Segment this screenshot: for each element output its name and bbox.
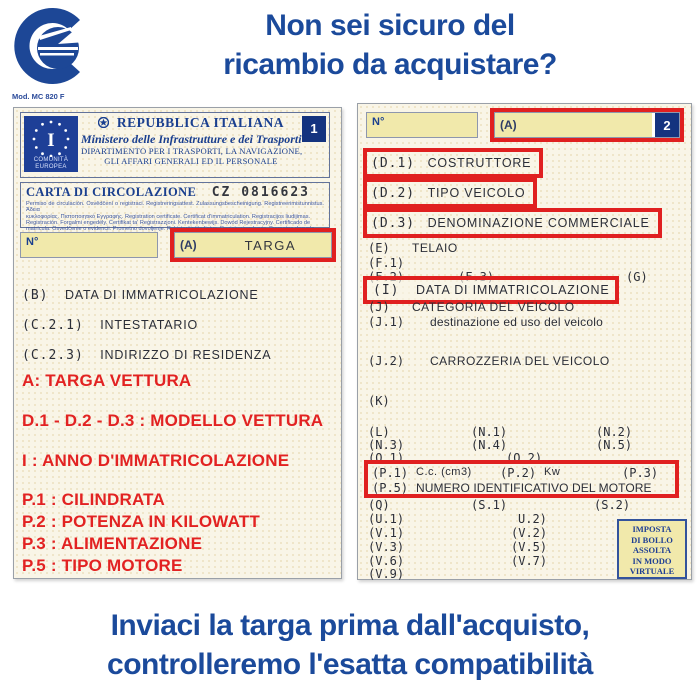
field-row-q-s1-s2 [368,498,683,512]
field-v9-code: (V.9) [368,567,405,581]
page-number-badge-2: 2 [652,113,679,137]
field-b-label: DATA DI IMMATRICOLAZIONE [64,288,259,302]
eu-caption-line2: EUROPEA [35,163,67,170]
field-e-label: TELAIO [412,241,458,255]
annotation-modello: D.1 - D.2 - D.3 : MODELLO VETTURA [22,411,324,430]
registration-document-page2 [357,103,692,580]
field-c23 [22,346,271,364]
field-k [368,394,683,408]
field-s2-code: (S.2) [594,498,631,512]
stamp-line: DI BOLLO [631,534,673,545]
doc-title: CARTA DI CIRCOLAZIONE [26,185,197,199]
field-n4-code: (N.4) [471,438,508,452]
document-header-box [20,112,330,178]
field-row-n3-n4-n5 [368,438,683,452]
field-v2-code: (V.2) [511,526,548,540]
imposta-di-bollo-stamp [617,519,687,579]
field-a-code: (A) [180,238,197,252]
field-p3-code: (P.3) [622,466,659,480]
registration-document-page1 [13,107,342,579]
ministry-name: Ministero delle Infrastrutture e dei Trasporti [81,132,302,146]
highlight-box-d3 [363,208,662,238]
field-d1-code: (D.1) [371,156,416,171]
field-n5-code: (N.5) [596,438,633,452]
annotation-cilindrata: P.1 : CILINDRATA [22,490,165,509]
italy-emblem-icon [98,116,109,132]
page-title-line2: ricambio da acquistare? [223,48,557,81]
department-line1: DIPARTIMENTO PER I TRASPORTI, LA NAVIGAZIONE, [81,146,303,156]
field-f1 [368,256,683,270]
field-j-code: (J) [368,300,390,314]
field-c21 [22,316,198,334]
field-u2-code: U.2) [518,512,547,526]
page-title-line1: Non sei sicuro del [265,9,515,42]
carta-di-circolazione-box [20,182,330,233]
highlight-box-targa [170,228,336,262]
svg-text:I: I [47,130,55,151]
field-i-label: DATA DI IMMATRICOLAZIONE [415,283,610,297]
field-n3-code: (N.3) [368,438,405,452]
field-n2-code: (N.2) [596,425,633,439]
annotation-tipo-motore: P.5 : TIPO MOTORE [22,556,183,575]
annotation-potenza: P.2 : POTENZA IN KILOWATT [22,512,260,531]
annotation-targa: A: TARGA VETTURA [22,371,192,390]
field-o1-code: (O.1) [368,451,405,465]
field-p5 [372,480,671,495]
field-v3-code: (V.3) [368,540,405,554]
field-d3-code: (D.3) [371,216,416,231]
field-o2-code: (O.2) [506,451,543,465]
page-number-badge-1: 1 [302,116,326,142]
field-n-right: N° [366,112,478,138]
multilingual-line: κυκλοφορίας. Πιστοποιητικό Εγγραφής. Registration certificate. Certificat d'immatriculation. Registracijos liudijimas. [26,213,311,220]
field-p2-unit: Kw [544,466,561,478]
country-name: REPUBBLICA ITALIANA [116,115,285,130]
stamp-line: IN MODO [632,555,672,566]
highlight-box-a-right [490,108,684,142]
field-i-code: (I) [373,283,400,298]
field-p1-unit: C.c. (cm3) [416,466,472,478]
annotation-anno: I : ANNO D'IMMATRICOLAZIONE [22,451,290,470]
field-c23-code: (C.2.3) [22,348,84,363]
multilingual-line: Registración. Forgalmi engedély. Ċertifikat ta' Reġistrazzjoni. Kentekenbewijs. Dowód Rejestracyjny. Certificado de [26,219,311,226]
multilingual-line: matrícula. Osvedčenie o evidencii. Prometno dovoljenje. Rekisteröintitodistus. Registreringsbevis. Prometna dozvola. [26,226,316,233]
field-row-p1-p2-p3 [372,465,671,480]
field-n-left: N° [20,232,158,258]
authority-heading [81,115,301,166]
stamp-line: VIRTUALE [629,566,675,576]
field-q-code: (Q) [368,498,390,512]
highlight-box-p [364,460,679,498]
field-l-code: (L) [368,425,390,439]
field-c23-label: INDIRIZZO DI RESIDENZA [100,348,272,362]
field-p2-code: (P.2) [500,466,537,480]
annotation-alimentazione: P.3 : ALIMENTAZIONE [22,534,203,553]
field-j2-label: CARROZZERIA DEL VEICOLO [430,354,610,368]
field-d2-code: (D.2) [371,186,416,201]
eu-flag-emblem [24,116,78,172]
field-a-code-right: (A) [500,118,517,132]
footer-message [0,606,700,684]
field-d3-label: DENOMINAZIONE COMMERCIALE [427,216,650,230]
field-u1-code: (U.1) [368,512,405,526]
stamp-line: IMPOSTA [632,524,672,534]
field-c21-code: (C.2.1) [22,318,84,333]
document-model-label: Mod. MC 820 F [12,92,65,101]
field-row-l-n1-n2 [368,425,683,439]
field-f1-code: (F.1) [368,256,405,270]
stamp-line: ASSOLTA [632,545,672,555]
field-j1 [368,315,683,329]
country-heading [81,115,301,132]
field-b [22,286,258,304]
field-j [368,300,683,314]
doc-serial-number: CZ 0816623 [211,185,310,200]
field-a-label: TARGA [244,237,296,253]
footer-line2: controlleremo l'esatta compatibilità [107,648,593,681]
field-k-code: (K) [368,394,390,408]
field-g-code: (G) [626,270,648,284]
field-n1-code: (N.1) [471,425,508,439]
field-j1-label: destinazione ed uso del veicolo [430,315,603,329]
field-b-code: (B) [22,288,49,303]
field-c21-label: INTESTATARIO [100,318,199,332]
field-v5-code: (V.5) [511,540,548,554]
field-j2 [368,354,683,368]
brand-logo-icon [14,2,94,88]
field-d2-label: TIPO VEICOLO [427,186,526,200]
field-p5-code: (P.5) [372,481,409,495]
highlight-box-d2 [363,178,537,208]
multilingual-line: Permiso de circulación. Osvědčení o registraci. Registreringsattest. Zulassungsbescheinigung. Registreerimistunnistus. Άδεια [26,201,324,214]
field-v7-code: (V.7) [511,554,548,568]
field-s1-code: (S.1) [471,498,508,512]
field-p5-label: NUMERO IDENTIFICATIVO DEL MOTORE [416,481,652,495]
field-d1-label: COSTRUTTORE [427,156,532,170]
field-j-label: CATEGORIA DEL VEICOLO [412,300,575,314]
department-line2: GLI AFFARI GENERALI ED IL PERSONALE [104,155,278,166]
field-j1-code: (J.1) [368,315,405,329]
highlight-box-d1 [363,148,543,178]
field-e-code: (E) [368,241,390,255]
field-v6-code: (V.6) [368,554,405,568]
field-p1-code: (P.1) [372,466,409,480]
field-e [368,241,683,255]
eu-caption-line1: COMUNITÀ [33,157,69,163]
field-v1-code: (V.1) [368,526,405,540]
page-title [130,6,650,84]
field-j2-code: (J.2) [368,354,405,368]
footer-line1: Inviaci la targa prima dall'acquisto, [110,609,590,642]
